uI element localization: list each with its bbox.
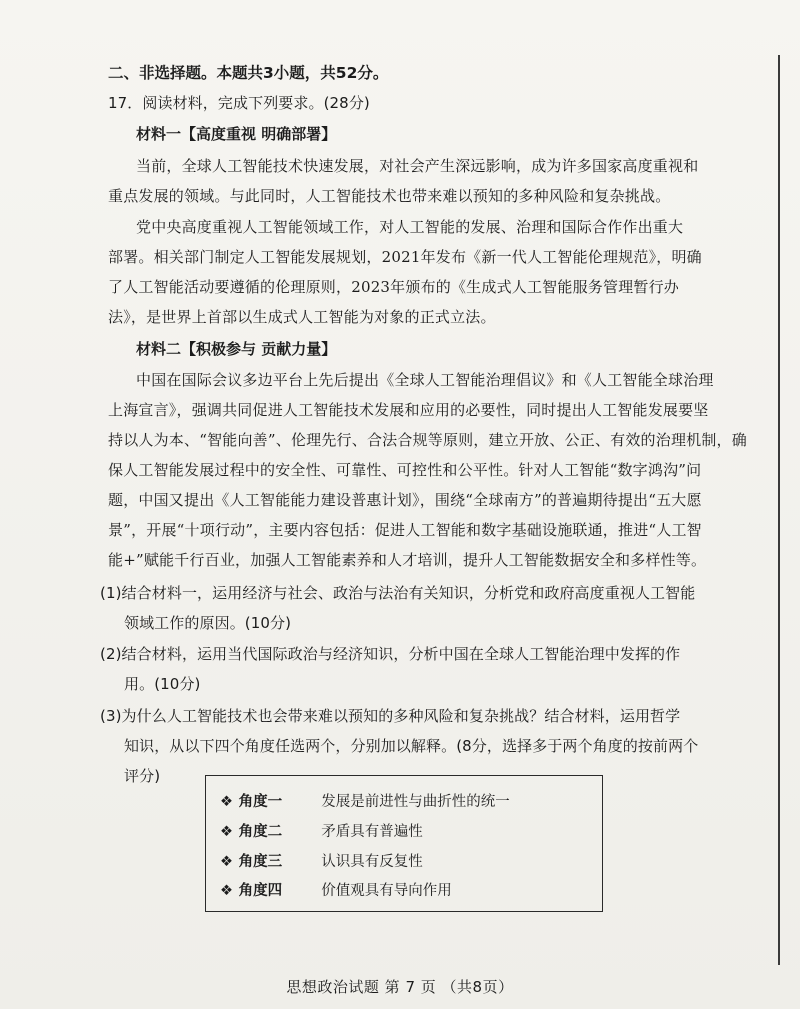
material-2-line: 持以人为本、“智能向善”、伦理先行、合法合规等原则，建立开放、公正、有效的治理机制，确 [108, 431, 747, 449]
angle-label: 角度一 [238, 794, 283, 810]
angle-item [220, 879, 452, 900]
subquestion-1-cont: 领域工作的原因。(10分) [124, 614, 292, 632]
material-2-line: 能+”赋能千行百业，加强人工智能素养和人才培训，提升人工智能数据安全和多样性等。 [108, 551, 707, 569]
material-1-line: 法》，是世界上首部以生成式人工智能为对象的正式立法。 [108, 308, 496, 326]
angle-label: 角度四 [238, 883, 283, 899]
subquestion-3-cont: 知识，从以下四个角度任选两个，分别加以解释。(8分，选择多于两个角度的按前两个 [124, 737, 699, 755]
material-1-line: 重点发展的领域。与此同时，人工智能技术也带来难以预知的多种风险和复杂挑战。 [108, 187, 671, 205]
material-1-line: 部署。相关部门制定人工智能发展规划，2021年发布《新一代人工智能伦理规范》，明确 [108, 248, 702, 266]
material-2-title: 材料二【积极参与 贡献力量】 [136, 340, 337, 358]
material-2-line: 中国在国际会议多边平台上先后提出《全球人工智能治理倡议》和《人工智能全球治理 [136, 371, 714, 389]
material-1-line: 了人工智能活动要遵循的伦理原则，2023年颁布的《生成式人工智能服务管理暂行办 [108, 278, 679, 296]
material-1-line: 党中央高度重视人工智能领域工作，对人工智能的发展、治理和国际合作作出重大 [136, 218, 684, 236]
material-1-title: 材料一【高度重视 明确部署】 [136, 125, 337, 143]
angle-text: 价值观具有导向作用 [321, 883, 452, 899]
subquestion-3: (3)为什么人工智能技术也会带来难以预知的多种风险和复杂挑战？结合材料，运用哲学 [100, 707, 681, 725]
subquestion-3-cont: 评分) [124, 767, 161, 785]
page-footer: 思想政治试题 第 7 页 （共8页） [286, 978, 514, 996]
angle-label: 角度二 [238, 824, 283, 840]
diamond-bullet-icon: ❖ [220, 794, 233, 810]
material-1-line: 当前，全球人工智能技术快速发展，对社会产生深远影响，成为许多国家高度重视和 [136, 157, 699, 175]
diamond-bullet-icon: ❖ [220, 854, 233, 870]
angle-label: 角度三 [238, 854, 283, 870]
angle-item [220, 790, 510, 811]
angle-text: 矛盾具有普遍性 [321, 824, 423, 840]
material-2-line: 题，中国又提出《人工智能能力建设普惠计划》，围绕“全球南方”的普遍期待提出“五大愿 [108, 491, 702, 509]
material-2-line: 景”，开展“十项行动”，主要内容包括：促进人工智能和数字基础设施联通，推进“人工智 [108, 521, 702, 539]
material-2-line: 保人工智能发展过程中的安全性、可靠性、可控性和公平性。针对人工智能“数字鸿沟”问 [108, 461, 702, 479]
subquestion-2: (2)结合材料，运用当代国际政治与经济知识，分析中国在全球人工智能治理中发挥的作 [100, 645, 681, 663]
section-heading: 二、非选择题。本题共3小题，共52分。 [108, 64, 389, 82]
angle-text: 认识具有反复性 [321, 854, 423, 870]
question-title: 17．阅读材料，完成下列要求。(28分) [108, 94, 370, 112]
diamond-bullet-icon: ❖ [220, 824, 233, 840]
subquestion-1: (1)结合材料一，运用经济与社会、政治与法治有关知识，分析党和政府高度重视人工智能 [100, 584, 696, 602]
diamond-bullet-icon: ❖ [220, 883, 233, 899]
subquestion-2-cont: 用。(10分) [124, 675, 201, 693]
angle-item [220, 820, 423, 841]
angle-item [220, 850, 423, 871]
material-2-line: 上海宣言》，强调共同促进人工智能技术发展和应用的必要性，同时提出人工智能发展要坚 [108, 401, 709, 419]
angle-text: 发展是前进性与曲折性的统一 [321, 794, 510, 810]
page-edge-rule [778, 55, 780, 965]
angles-box [205, 775, 603, 912]
